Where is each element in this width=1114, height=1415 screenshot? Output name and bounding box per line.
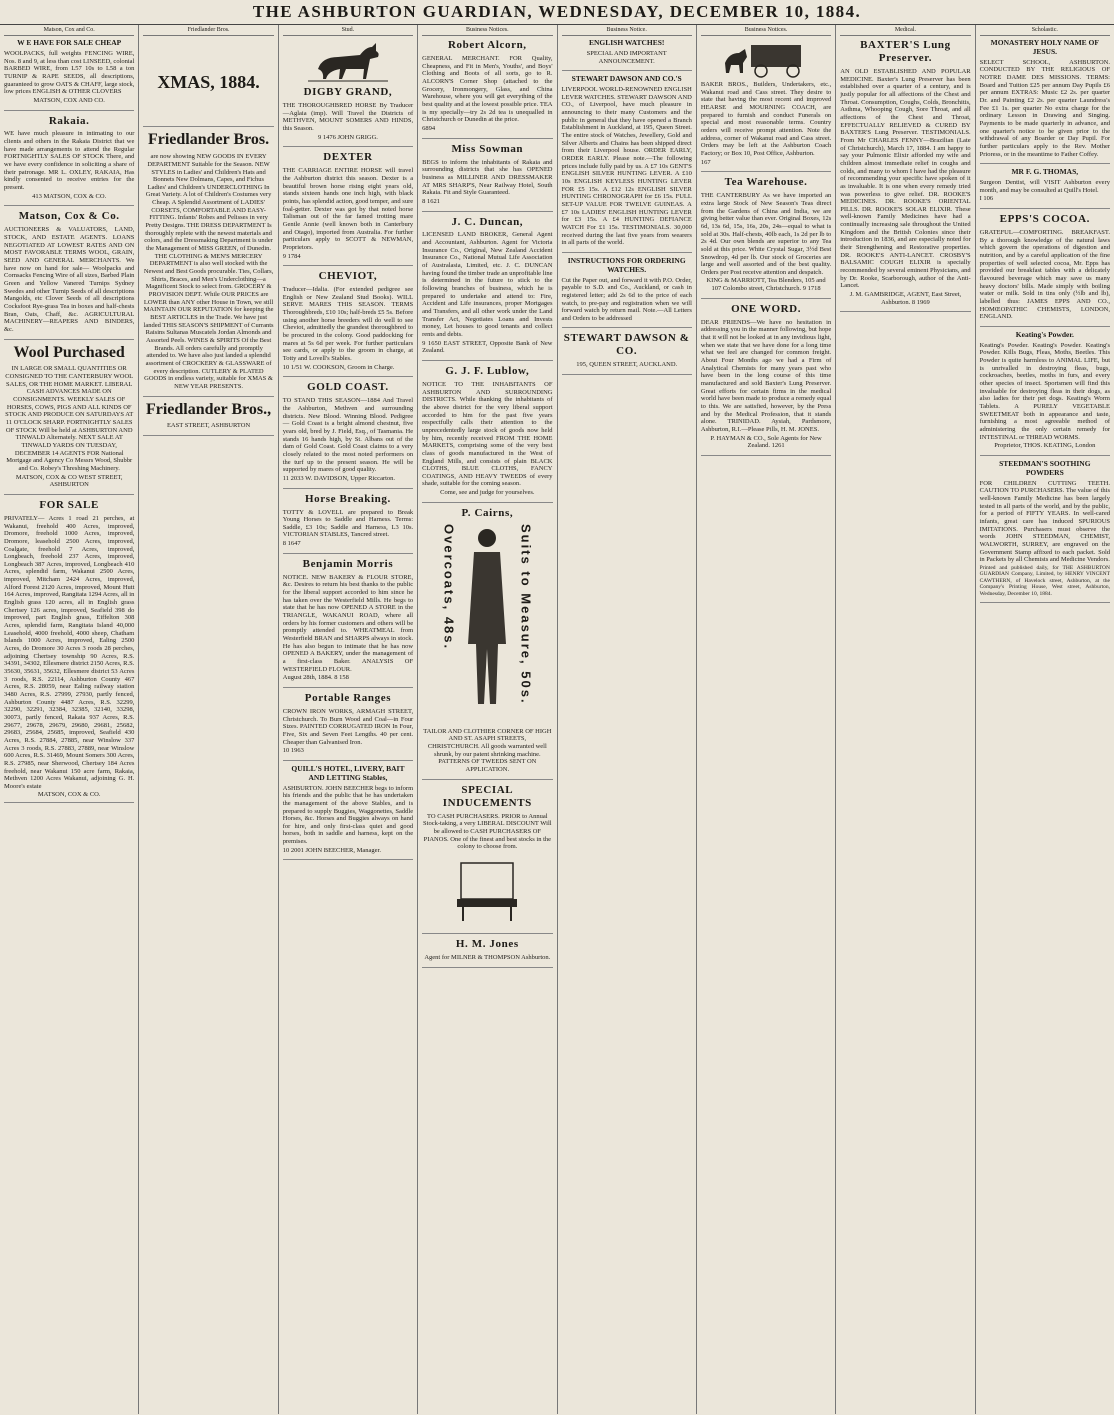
column-2-header: Friedlander Bros. <box>143 27 273 36</box>
ad-baxters-lung-preserver <box>840 39 970 312</box>
ad-body: Surgeon Dentist, will VISIT Ashburton every month, and may be consulted at Quill's Hotel. <box>979 179 1110 194</box>
ad-title: SPECIAL INDUCEMENTS <box>442 783 532 809</box>
column-4 <box>418 25 557 1414</box>
ad-title: H. M. Jones <box>455 937 519 950</box>
ad-special-inducements <box>422 784 552 934</box>
column-8 <box>976 25 1114 1414</box>
ad-title: FOR SALE <box>39 498 99 511</box>
ad-tea-warehouse <box>701 176 831 299</box>
column-6 <box>697 25 836 1414</box>
column-3 <box>279 25 418 1414</box>
piano-illustration <box>447 855 527 925</box>
ad-body: TO STAND THIS SEASON—1884 And Travel the Ashburton, Methven and surrounding districts. New Blood. Winning Blood. Pedigree — Gold Coast is a bright almond chestnut, five years old, bred by J. Field, Esq., of Tasmania. He stands 16 hands high, by St. Albans out of the dam of Gold Coast. Gold Coast claims to a very closely related to the most noted performers on the turf up to the present season. He will be supported by mares of good quality. <box>282 397 414 474</box>
ad-footer: August 28th, 1884. 8 158 <box>282 674 349 682</box>
ad-footer: 10 2001 JOHN BEECHER, Manager. <box>282 846 381 854</box>
ad-stewart-dawson <box>562 75 692 253</box>
ad-body: THE CARRIAGE ENTIRE HORSE will travel the Ashburton district this season. Dexter is a beautiful brown horse rising eight years old, stands sixteen hands one inch high, with black points, has splendid action, good temper, and sure foal-getter. Dexter was got by that noted horse Talisman out of the far famed trotting mare Gentle Annie (well known both in Canterbury and Otago), imported from Australia. For further particulars apply to SCOTT & NEWMAN, Proprietors. <box>282 167 414 251</box>
ad-ordering-instructions <box>562 257 692 329</box>
ad-p-cairns <box>422 507 552 780</box>
ad-title: P. Cairns, <box>461 506 514 519</box>
column-8-header: Scholastic. <box>980 27 1110 36</box>
ad-horse-breaking <box>283 493 413 554</box>
ad-wool-purchased <box>4 344 134 495</box>
ad-friedlander-footer <box>143 401 273 437</box>
ad-title: ENGLISH WATCHES! <box>589 38 665 48</box>
ad-title: Rakaia. <box>48 114 90 127</box>
column-4-header: Business Notices. <box>422 27 552 36</box>
ad-miss-sowman <box>422 143 552 212</box>
ad-body: SELECT SCHOOL, ASHBURTON. CONDUCTED BY THE RELIGIOUS OF NOTRE DAME DES MISSIONS. TERMS: Board and Tuition £25 per annum Day Pupils £6 per annum EXTRAS: Music £2 2s. per quarter Dr. and Painting £2 2s. per quarter Laundress's Fee £1 1s. per quarter No extra charge for the ordinary Lesson in Drawing and Singing. Payments to be made quarterly in advance, and one quarter's notice to be given prior to the withdrawal of any Boarder or Day Pupil. For further particulars apply to the Rev. Mother Prioress, or in the meantime to Father Coffey. <box>979 58 1110 158</box>
column-1 <box>0 25 139 1414</box>
ad-cheviot <box>283 270 413 377</box>
ad-title: STEWART DAWSON AND CO.'S <box>571 74 682 84</box>
column-3-header: Stud. <box>283 27 413 36</box>
ad-portable-ranges <box>283 692 413 761</box>
ad-title: Tea Warehouse. <box>724 176 808 189</box>
ad-footer: 8 1621 <box>422 197 440 205</box>
ad-title: Friedlander Bros. <box>147 131 270 149</box>
ad-title: EPPS'S COCOA. <box>999 213 1090 226</box>
ad-rakaia <box>4 115 134 207</box>
ad-jc-duncan <box>422 216 552 361</box>
ad-body: GRATEFUL—COMFORTING. BREAKFAST. By a thorough knowledge of the natural laws which govern the operations of digestion and nutrition, and by a careful application of the fine properties of well selected cocoa, Mr. Epps has provided our breakfast tables with a delicately flavoured beverage which may save us many heavy doctors' bills. Made simply with boiling water or milk. Sold in tins only (½lb and lb), labelled thus: JAMES EPPS AND CO., HOMŒOPATHIC CHEMISTS, LONDON, ENGLAND. <box>979 229 1110 321</box>
ad-footer: 9 1784 <box>282 252 301 260</box>
column-5-header: Business Notice. <box>562 27 692 36</box>
ad-title: Miss Sowman <box>451 142 524 155</box>
suits-price: Suits to Measure, 50s. <box>518 523 534 705</box>
ad-title: Robert Alcorn, <box>447 39 527 52</box>
ad-title: STEWART DAWSON & CO. <box>563 332 690 358</box>
ad-body: LIVERPOOL WORLD-RENOWNED ENGLISH LEVER WATCHES. STEWART DAWSON AND CO., of Liverpool, have much pleasure in announcing to their many Customers and the public in general that they have opened a Branch Establishment in Auckland, at 195, Queen Street. The entire stock of Watches, Jewellery, Gold and Silver Alberts and Chains has been shipped direct from their Liverpool house. ORDER EARLY, ORDER EARLY. Please note.—The following prices include fully paid by us. A £7 10s GENT'S ENGLISH SILVER HUNTING LEVER. A £10 10s ENGLISH KEYLESS HUNTING LEVER FOR £5 15s. A £12 12s ENGLISH SILVER HUNTING CHRONOGRAPH for £6 15s. FULL SET-UP VALUE FOR TWELVE GUINEAS. A £7 10s LADIES' ENGLISH HUNTING LEVER for £3 15s. A £4 HUNTING DEFIANCE WATCH For £1 15s. TESTIMONIALS. 30,000 received during the last five years from wearers in all parts of the world. <box>561 86 692 247</box>
ad-for-sale <box>4 499 134 803</box>
ad-footer: Come, see and judge for yourselves. <box>440 489 535 497</box>
ad-title: MONASTERY HOLY NAME OF JESUS. <box>990 38 1099 56</box>
ad-footer: 9 1650 EAST STREET, Opposite Bank of New Zealand. <box>422 339 553 355</box>
ad-footer: 167 <box>700 158 711 166</box>
ad-title: Portable Ranges <box>304 691 392 704</box>
ad-monastery-school <box>980 39 1110 164</box>
ad-title: W E HAVE FOR SALE CHEAP <box>17 38 122 48</box>
ad-dentist <box>980 168 1110 209</box>
ad-footer: MATSON, COX AND CO. <box>33 96 105 104</box>
ad-body: BAKER BROS., Builders, Undertakers, etc., Wakanui road and Cass street. They desire to state that having the most recent and improved HEARSE and MOURNING COACH, are prepared to furnish and conduct Funerals on special and most reasonable terms. Country orders will receive prompt attention. Note the address, corner of Wakanui road and Cass street. Orders may be left at the Ashburton Coach Factory; or Box 10, Post Office, Ashburton. <box>700 81 832 157</box>
ad-xmas <box>143 39 273 127</box>
ad-baker-bros <box>701 39 831 172</box>
overcoats-price: Overcoats, 48s. <box>441 523 457 650</box>
ad-footer: 10 1963 <box>282 747 304 755</box>
ad-body: THE CANTERBURY As we have imported an extra large Stock of New Season's Teas direct from the Gardens of China and India, we are giving better value than ever. Original Boxes, 12s 6d, 13s 6d, 15s, 16s, 20s, 24s—equal to what is sold at 30s. Half-chests, 40lb each, 1s 2d per lb to 2s 4d. Our own blends are superior to any Tea sold at this price. White Crystal Sugar, 3½d Best Snowdrop, 4d per lb. Our stock of Groceries are large and well assorted and of the best quality. Orders per Post receive attention and despatch. <box>700 192 832 276</box>
ad-body: TO CASH PURCHASERS. PRIOR to Annual Stock-taking, a very LIBERAL DISCOUNT Will be allowed to CASH PURCHASERS OF PIANOS. One of the finest and best stocks in the colony to choose from. <box>423 812 552 851</box>
column-7-header: Medical. <box>840 27 970 36</box>
ad-benjamin-morris <box>283 558 413 688</box>
ad-body: 195, QUEEN STREET, AUCKLAND. <box>576 361 678 369</box>
ad-footer: MATSON, COX & CO WEST STREET, ASHBURTON <box>15 473 123 489</box>
ad-body: GENERAL MERCHANT. FOR Quality, Cheapness, and Fit in Men's, Youths', and Boys' Clothing and Boots of all sorts, go to R. ALCORN'S Corner Shop (attached to the Grocery, Ironmongery, Glass, and China Warehouse, where you will get everything of the best quality and at the lowest possible price. TEA is my specially—try 2s 2d tea is unequalled in Christchurch or Dunedin at the price. <box>422 55 553 124</box>
column-7 <box>836 25 975 1414</box>
ad-steedmans-powders <box>980 460 1110 603</box>
ad-title: CHEVIOT, <box>318 270 378 283</box>
ad-body: NOTICE TO THE INHABITANTS OF ASHBURTON AND SURROUNDING DISTRICTS. While thanking the inhabitants of the above district for the very liberal support accorded to him for the past five years respectfully calls their attention to the unprecedentedly large stock of goods now held by him, recently received FROM THE HOME MARKETS, comprising some of the very best class of goods manufactured in the West of England Mills, and consists of plain BLACK CLOTHS, BLUE CLOTHS, FANCY COATINGS, AND HEAVY TWEEDS of every shade, suitable for the coming season. <box>422 380 553 488</box>
ad-quills-hotel <box>283 765 413 861</box>
ad-one-word <box>701 303 831 456</box>
ad-title: STEEDMAN'S SOOTHING POWDERS <box>999 458 1091 477</box>
ad-body: are now showing NEW GOODS IN EVERY DEPARTMENT Suitable for the Season. NEW STYLES in Ladies' and Children's Hats and Bonnets New Dolmans, Capes, and Fichus Ladies' and Children's UNDERCLOTHING In Great Variety. A lot of Children's Costumes very Cheap. A Splendid Assortment of LADIES' CORSETS, COMFORTABLE AND EASY-FITTING. Infants' Robes and Pelisses in very Pretty Designs. THE DRESS DEPARTMENT Is thoroughly replete with the newest materials and colors, and the Dressmaking Department is under the Management of MISS GREEN, of Dunedin. THE CLOTHING & MEN'S MERCERY DEPARTMENT is also well stocked with the Newest and Best Goods procurable. Ties, Collars, Shirts, Braces, and Men's Underclothing—a Magnificent Stock to select from. GROCERY & PROVISION DEPT. While OUR PRICES are LOWER than ANY other House in Town, we still MAINTAIN OUR REPUTATION for keeping the BEST ARTICLES in the Trade. We have just landed THIS SEASON'S SHIPMENT of Currants Raisins Sultanas Muscatels Jordan Almonds and Assorted Peels. WINES & SPIRITS Of the Best Brands. All orders carefully and promptly attended to. We have also just landed a splendid assortment of CROCKERY & GLASSWARE of every description. CUTLERY & PLATED GOODS in endless variety, suitable for XMAS & NEW YEAR PRESENTS. <box>143 153 274 390</box>
ad-robert-alcorn <box>422 39 552 139</box>
horse-illustration <box>308 39 388 83</box>
ad-title: DIGBY GRAND, <box>303 86 393 99</box>
ad-lublow <box>422 365 552 503</box>
hearse-illustration <box>721 39 811 79</box>
ad-body: ASHBURTON. JOHN BEECHER begs to inform his friends and the public that he has undertaken the management of the above Stables, and is prepared to supply Buggies, Waggonettes, Saddle Horses, &c. Horses and Buggies always on hand for hire, and only first-class quiet and good horses, both in saddle and harness, kept on the premises. <box>282 784 414 846</box>
ad-body: BEGS to inform the inhabitants of Rakaia and surrounding districts that she has OPENED business as MILLINER AND DRESSMAKER AT MRS SHARP'S, Near Railway Hotel, South Rakaia. Fit and Style Guaranteed. <box>422 158 553 197</box>
ad-title: XMAS, 1884. <box>157 72 260 93</box>
ad-body: FOR CHILDREN CUTTING TEETH. CAUTION TO PURCHASERS. The value of this well-known Family Medicine has been largely tested in all parts of the world, and by the public, for a period of FIFTY YEARS. In well-cared infants, great care has induced SPURIOUS IMITATIONS. Purchasers must observe the words JOHN STEEDMAN, CHEMIST, WALWORTH, SURREY, are engraved on the Government Stamp affixed to each packet. Sold in Packets by all Chemists and Medicine Vendors. <box>979 479 1110 564</box>
ad-hm-jones <box>422 938 552 968</box>
ad-title: Wool Purchased <box>13 343 125 361</box>
ad-title: Matson, Cox & Co. <box>18 210 120 223</box>
ad-footer: J. M. GAMBRIDGE, AGENT, East Street, Ashburton. 8 1969 <box>849 291 962 306</box>
ad-body: CROWN IRON WORKS, ARMAGH STREET, Christchurch. To Burn Wood and Coal—in Four Sizes. PAINTED CORRUGATED IRON In Four, Five, Six and Seven Feet Lengths. 40 per cent. Cheaper than Galvanised Iron. <box>282 707 414 746</box>
column-5 <box>558 25 697 1414</box>
ad-title: Friedlander Bros., <box>145 400 272 418</box>
column-2 <box>139 25 278 1414</box>
ad-footer: 10 1/51 W. COOKSON, Groom in Charge. <box>282 363 395 371</box>
ad-gold-coast <box>283 381 413 488</box>
ad-body: THE THOROUGHBRED HORSE By Traducer—Aglaia (imp). Will Travel the Districts of METHVEN, MOUNT SOMERS AND HINDS, this Season. <box>282 102 414 133</box>
ad-digby-grand <box>283 39 413 147</box>
ad-body: NOTICE. NEW BAKERY & FLOUR STORE, &c. Desires to return his best thanks to the public for the liberal support accorded to him since he has taken over the Westerfield Mills. He begs to state that he has now OPENED A STORE in the TRIANGLE, WAKANUI ROAD, where all orders by his former customers and others will be promptly attended to. WHEATMEAL from Westerfield BRAN and SHARPS always in stock. He has also begun to intimate that he has now OPENED A BAKERY, under the management of a first-class Baker. ANALYSIS OF WESTERFIELD FLOUR. <box>282 573 414 673</box>
ad-body: PRIVATELY— Acres 1 road 21 perches, at Wakanui, freehold 400 Acres, improved, Dromore, freehold 1000 Acres, improved, Dromore, leasehold 2500 Acres, improved, Coalgate, freehold 7 Acres, improved, Longbeach, freehold 237 Acres, improved, Longbeach 387 Acres, improved, Longbeach 410 Acres, splendid farm, Wakanui 2500 Acres, improved, Mitcham 2424 Acres, improved, Alford Forest 2120 Acres, improved, Mount Hutt 164 Acres, improved, Rangitata 1294 Acres, all in English grass 120 acres, all in English grass Chertsey 126 acres, improved, Seafield 398 do improved, part English grass, Eiffelton 308 Acres, splendid farm, Rangitata Island 40,000 Leasehold, 4000 freehold, 4000 sheep, Chatham Islands 1000 Acres, improved, Ealing 2500 Acres, do Dromore 30 Acres 3 roods 28 perches, adjoining Chertsey township 90 Acres, R.S. 34391, 34302, Ellesmere district 2150 Acres, R.S. 35630, 35631, 35632, Ellesmere district 53 Acres 3 roods, R.S. 22114, Ashburton County 467 Acres, R.S. 28059, near Ealing railway station 3480 Acres, R.S. 27999, 27930, partly fenced, Ashburton County 4487 Acres, R.S. 32299, 32290, 32291, 32384, 32385, 32140, 33298, 30073, partly fenced, Rakaia 937 Acres, R.S. 29677, 29678, 29679, 29680, 29681, 25682, 29683, 25684, 25685, improved, Seafield 430 Acres, R.S. 27884, 27885, near Winslow 337 Acres 3 roods, R.S. 27883, 27889, near Winslow 600 Acres, R.S. 31469, Mount Somers 300 Acres, R.S. 27985, near Sherwood, Chertsey 184 Acres freehold, near Wakanui 150 acre farm, Rakaia, Methven 1200 Acres Wakanui, adjoining G. H. Moore's estate <box>4 514 135 790</box>
ad-footer: 8 1647 <box>282 540 301 548</box>
ad-epps-cocoa <box>980 213 1110 327</box>
masthead-title: THE ASHBURTON GUARDIAN, WEDNESDAY, DECEMBER 10, 1884. <box>0 0 1114 25</box>
ad-matson-cox <box>4 210 134 339</box>
column-6-header: Business Notices. <box>701 27 831 36</box>
ad-footer: 9 1476 JOHN GRIGG. <box>317 133 378 141</box>
ad-stewart-dawson-footer <box>562 332 692 375</box>
ad-body: LICENSED LAND BROKER, General Agent and Accountant, Ashburton. Agent for Victoria Insurance Co., Original, New Zealand Accident Insurance Co., National Mutual Life Association of Australasia, Limited, etc. J. C. DUNCAN having found the timber trade an unprofitable line is determined in the future to stick to the following branches of business, which he is prepared to undertake and attend to: Fire, Accident and Life insurances, proper Mortgages and Transfers, and all other work under the Land Transfer Act, Negotiates Loans and Invests money, Let houses to good tenants and collect rents and debts. <box>422 231 553 339</box>
ad-title: G. J. F. Lublow, <box>445 364 530 377</box>
ad-body: Traducer—Idalia. (For extended pedigree see English or New Zealand Stud Books). WILL SERVE MARES THIS SEASON. TERMS Thoroughbreds, £10 10s; half-breds £5 5s. Before using another horse breeders will do well to see Cheviot, admittedly the grandest thoroughbred to be procured in the colony. Good paddocking for mares at 5s 6d per week. For further particulars see cards, or apply to the groom in charge, at Totty and Lovell's Stables. <box>282 286 414 363</box>
ad-body: Agent for MILNER & THOMPSON Ashburton. <box>424 953 551 961</box>
ad-footer: 11 2033 W. DAVIDSON, Upper Riccarton. <box>282 474 396 482</box>
ad-footer: I 106 <box>979 195 994 203</box>
ad-title: Horse Breaking. <box>305 492 391 505</box>
ad-sale-cheap <box>4 39 134 110</box>
ad-body: Cut the Paper out, and forward it with P.O. Order, payable to S.D. and Co., Auckland, or cash in registered letter; add 2s 6d to the price of each watch, to pre-pay and registration when we will forward watch by return mail. Note.—All Letters and Orders to be addressed <box>561 276 692 322</box>
ad-body: WOOLPACKS, full weights FENCING WIRE, Nos. 8 and 9, at less than cost LINSEED, colonial BARBED WIRE, from L57 10s to L58 a ton TURNIP & RAPE SEEDS, all descriptions, guaranteed to grow OATS & CHAFF, large stock, low prices ENGLISH & OTHER CLOVERS <box>4 49 135 96</box>
ad-friedlander-main <box>143 131 273 396</box>
ad-title: QUILL'S HOTEL, LIVERY, BAIT AND LETTING Stables, <box>291 763 405 782</box>
ad-body: AUCTIONEERS & VALUATORS, LAND, STOCK, AND ESTATE AGENTS. LOANS NEGOTIATED AT LOWEST RATES AND ON MOST FAVORABLE TERMS WOOL, GRAIN, SEED AND GENERAL MERCHANTS. We have now on hand for sale— Woolpacks and Cornsacks Fencing Wire of all sizes, Barbed Plain Green and Yellow Vanered Turnips Sydney Swedes and other Turnip Seeds of all descriptions Mangolds, etc Clover Seeds of all descriptions Cocksfoot Rye-grass Tea in boxes and half-chests Bran, Oats, Chaff, &c. AGRICULTURAL MACHINERY—REAPERS AND BINDERS, &c. <box>4 226 135 333</box>
ad-title: GOLD COAST. <box>307 381 389 394</box>
ad-body: Keating's Powder. Keating's Powder. Keating's Powder. Kills Bugs, Fleas, Moths, Beetles. This Powder is quite harmless to ANIMAL LIFE, but is unrivalled in destroying fleas, bugs, cockroaches, beetles, moths in furs, and every other species of insect. Sportsmen will find this invaluable for destroying fleas in their dogs, as also ladies for their pet dogs. Keating's Worm Tablets. A PURELY VEGETABLE SWEETMEAT both in appearance and taste, furnishing a most agreeable method of administering the only certain remedy for INTESTINAL or THREAD WORMS. <box>979 341 1110 441</box>
ad-title: J. C. Duncan, <box>451 215 524 228</box>
ad-title: MR F. G. THOMAS, <box>1011 167 1079 177</box>
ad-title: INSTRUCTIONS FOR ORDERING WATCHES. <box>567 255 686 274</box>
ad-body: DEAR FRIENDS—We have no hesitation in addressing you in the manner following, but hope that it will not be looked at in any invidious light, when we state that we have done for a long time what we feel are changed for common freight. About Four Months ago we had a Firm of Analytical Chemists for many years past who have been in the long course of this time manufactured and sold Baxter's Lung Preserver. Great efforts for certain firms in the medical world have been made to produce a remedy equal to this. We are satisfied, however, by the Press and by the Medical Profession, that it stands alone. TRINIDAD. Aysiah, Pardsmore, Ashburton, R.I.—Please Pills, H. M. JONES. <box>700 318 832 433</box>
ad-keatings-powder <box>980 331 1110 456</box>
ad-footer: P. HAYMAN & CO., Sole Agents for New Zealand. 1261 <box>710 434 822 450</box>
vertical-price-box <box>422 524 552 724</box>
ad-body: IN LARGE OR SMALL QUANTITIES OR CONSIGNED TO THE CANTERBURY WOOL SALES, OR THE HOME MARKET. LIBERAL CASH ADVANCES MADE ON CONSIGNMENTS. WEEKLY SALES OF HORSES, COWS, PIGS AND ALL KINDS OF STOCK AND PRODUCE ON SATURDAYS AT 11 O'CLOCK SHARP. FORTNIGHTLY SALES OF STOCK Will be held at ASHBURTON AND TINWALD Alternately. NEXT SALE AT TINWALD YARDS ON TUESDAY, DECEMBER 14 AGENTS FOR National Mortgage and Agency Co Messrs Wood, Shubbr and Co. Robey's Threshing Machinery. <box>5 365 134 472</box>
ad-body: EAST STREET, ASHBURTON <box>166 422 251 430</box>
ad-english-watches <box>562 39 692 71</box>
ad-footer: Proprietor, THOS. KEATING, London <box>994 442 1096 450</box>
ad-dexter <box>283 151 413 266</box>
ad-body: TAILOR AND CLOTHIER CORNER OF HIGH AND ST. ASAPH STREETS, CHRISTCHURCH. All goods warranted well shrunk, by our patent shrinking machine. PATTERNS OF TWEEDS SENT ON APPLICATION. <box>423 727 552 774</box>
ad-body: SPECIAL AND IMPORTANT ANNOUNCEMENT. <box>586 49 667 65</box>
ad-body: TOTTY & LOVELL are prepared to Break Young Horses to Saddle and Harness. Terms: Saddle, £3 10s; Saddle and Harness, L3 10s. VICTORIAN STABLES, Tancred street. <box>282 508 414 539</box>
ad-footer: MATSON, COX & CO. <box>37 790 101 798</box>
ad-title: DEXTER <box>323 151 373 164</box>
ad-title: Keating's Powder. <box>1015 329 1074 339</box>
ad-body: WE have much pleasure in intimating to our clients and others in the Rakaia District that we have made arrangements to attend the Regular FORTNIGHTLY SALES OF STOCK There, and we have every confidence in soliciting a share of their patronage. MR L. OXLEY, RAKAIA, Has kindly consented to receive entries for the present. <box>4 130 135 192</box>
newspaper-columns <box>0 25 1114 1414</box>
ad-footer: 6894 <box>422 124 436 132</box>
ad-footer: 413 MATSON, COX & CO. <box>32 192 107 200</box>
ad-title: Benjamin Morris <box>302 557 394 570</box>
ad-body: AN OLD ESTABLISHED AND POPULAR MEDICINE. Baxter's Lung Preserver has been established over a quarter of a century, and is justly popular for all affections of the Chest and Throat. Consumption, Coughs, Colds, Bronchitis, Asthma, Whooping Cough, Sore Throat, and all affections of the Chest and Throat, EFFECTUALLY RELIEVED & CURED BY BAXTER'S Lung Preserver. TESTIMONIALS. From Mr CHARLES FENNY—Brazilian (Late of Christchurch), March 17, 1884. I am happy to say your Pulmonic Elixir afforded my wife and children almost immediate relief in coughs and colds, and many to whom I have had the pleasure of recommending your specific have spoken of it as invaluable. It is one when every remedy tried was powerless to give relief. DR. ROOKE'S MEDICINES. DR. ROOKE'S ORIENTAL PILLS. DR. ROOKE'S SOLAR ELIXIR. These well-known Family Medicines have had a continually increasing sale throughout the United Kingdom and the British Colonies since their introduction in 1836, and are especially noted for their Strengthening and Restorative properties. DR. ROOKE'S ANTI-LANCET. CROSBY'S BALSAMIC COUGH ELIXIR is specially recommended by several eminent Physicians, and by Dr. Rooke, Scarborough, author of the Anti-Lancet. <box>840 68 971 290</box>
ad-title: ONE WORD. <box>731 302 802 315</box>
column-1-header: Matson, Cox and Co. <box>4 27 134 36</box>
ad-title: BAXTER'S Lung Preserver. <box>860 39 951 65</box>
coat-illustration <box>462 524 512 714</box>
ad-footer: KING & MARRIOTT, Tea Blenders, 105 and 107 Colombo street, Christchurch. 9 1718 <box>706 277 826 293</box>
imprint: Printed and published daily, for THE ASHBURTON GUARDIAN Company, Limited, by HENRY VINCENT CAWTHERN, of Havelock street, Ashburton, at the Company's Printing House, West street, Ashburton, Wednesday, December 10, 1884. <box>979 564 1110 597</box>
